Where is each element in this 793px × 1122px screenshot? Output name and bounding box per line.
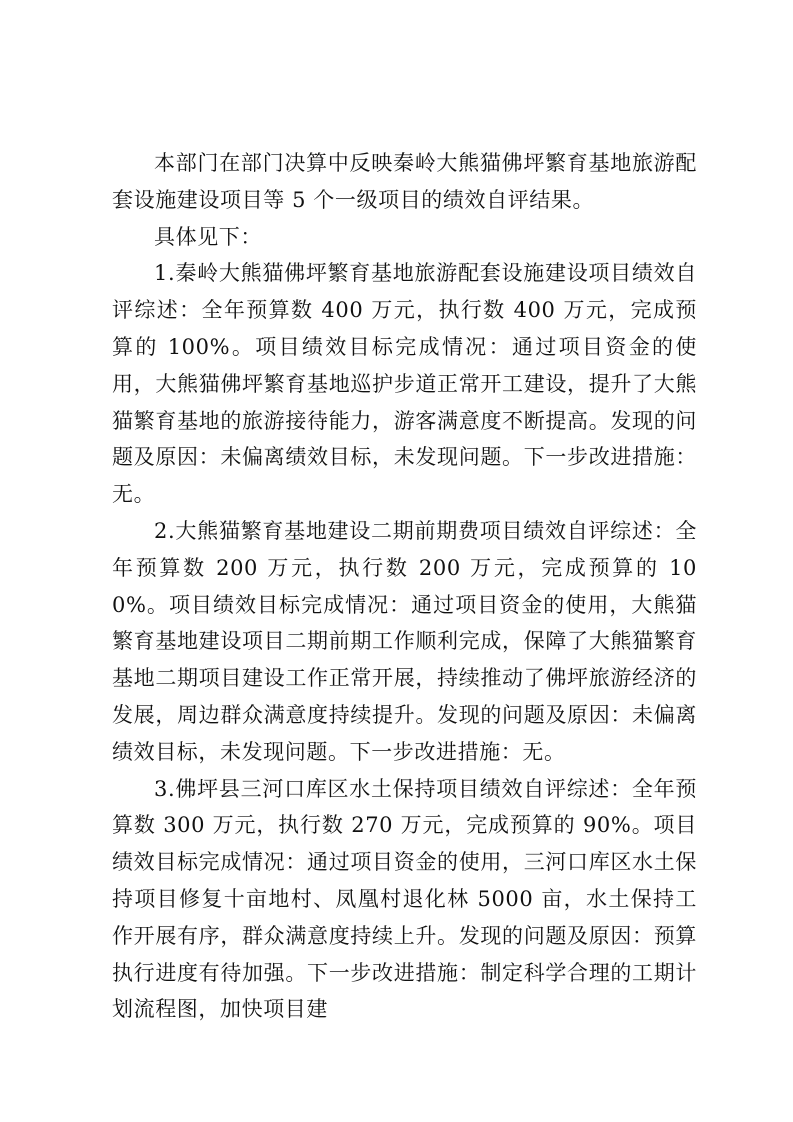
paragraph-intro: 本部门在部门决算中反映秦岭大熊猫佛坪繁育基地旅游配套设施建设项目等 5 个一级项目的绩效自评结果。: [112, 151, 697, 212]
paragraph-details-heading: 具体见下：: [154, 224, 262, 249]
document-body: [112, 145, 697, 1028]
paragraph-item-1: 1.秦岭大熊猫佛坪繁育基地旅游配套设施建设项目绩效自评综述：全年预算数 400 万元，执行数 400 万元，完成预算的 100%。项目绩效目标完成情况：通过项目资金的使用，大熊猫佛坪繁育基地巡护步道正常开工建设，提升了大熊猫繁育基地的旅游接待能力，游客满意度不断提高。发现的问题及原因：未偏离绩效目标，未发现问题。下一步改进措施：无。: [112, 261, 697, 507]
paragraph-item-2: 2.大熊猫繁育基地建设二期前期费项目绩效自评综述：全年预算数 200 万元，执行数 200 万元，完成预算的 100%。项目绩效目标完成情况：通过项目资金的使用，大熊猫繁育基地建设项目二期前期工作顺利完成，保障了大熊猫繁育基地二期项目建设工作正常开展，持续推动了佛坪旅游经济的发展，周边群众满意度持续提升。发现的问题及原因：未偏离绩效目标，未发现问题。下一步改进措施：无。: [112, 518, 697, 764]
paragraph-item-3: 3.佛坪县三河口库区水土保持项目绩效自评综述：全年预算数 300 万元，执行数 270 万元，完成预算的 90%。项目绩效目标完成情况：通过项目资金的使用，三河口库区水土保持项目修复十亩地村、凤凰村退化林 5000 亩，水土保持工作开展有序，群众满意度持续上升。发现的问题及原因：预算执行进度有待加强。下一步改进措施：制定科学合理的工期计划流程图，加快项目建: [112, 776, 697, 1022]
